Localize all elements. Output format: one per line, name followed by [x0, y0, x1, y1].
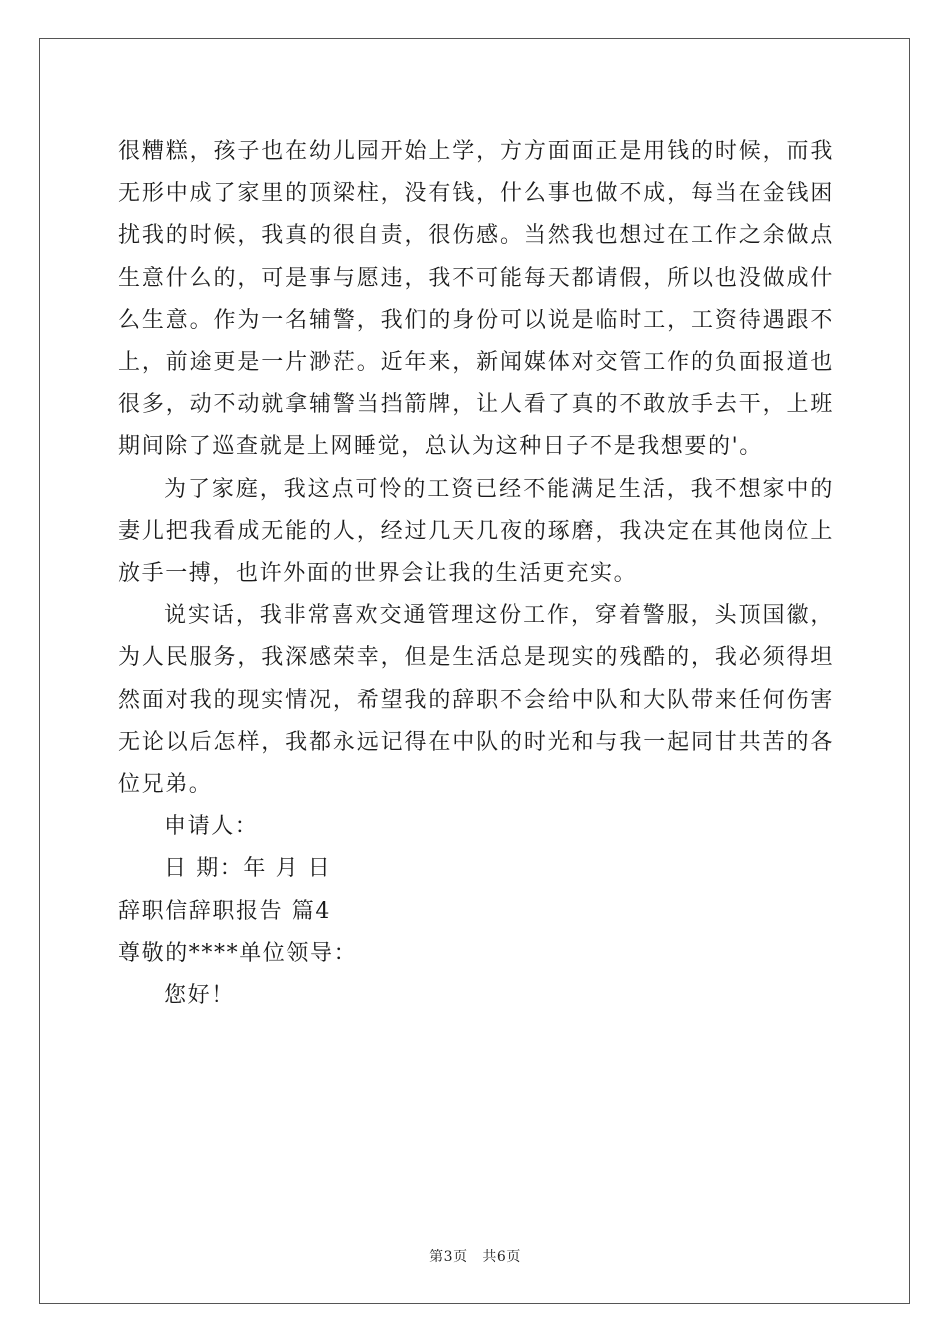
applicant-label: 申请人：: [164, 814, 259, 840]
paragraph-3: 说实话，我非常喜欢交通管理这份工作，穿着警服，头顶国徽，为人民服务，我深感荣幸，但是生活总是现实的残酷的，我必须得坦然面对我的现实情况，希望我的辞职不会给中队和大队带来任何伤害无论以后怎样，我都永远记得在中队的时光和与我一起同甘共苦的各位兄弟。: [118, 603, 834, 798]
date-label: 日 期：年 月 日: [164, 856, 332, 882]
paragraph-1: 很糟糕，孩子也在幼儿园开始上学，方方面面正是用钱的时候，而我无形中成了家里的顶梁柱，没有钱，什么事也做不成，每当在金钱困扰我的时候，我真的很自责，很伤感。当然我也想过在工作之余做点生意什么的，可是事与愿违，我不可能每天都请假，所以也没做成什么生意。作为一名辅警，我们的身份可以说是临时工，工资待遇跟不上，前途更是一片渺茫。近年来，新闻媒体对交管工作的负面报道也很多，动不动就拿辅警当挡箭牌，让人看了真的不敢放手去干，上班期间除了巡查就是上网睡觉，总认为这种日子不是我想要的'。: [118, 139, 834, 460]
salutation: 尊敬的****单位领导：: [118, 940, 358, 966]
page-indicator: 第3页 共6页: [429, 1249, 521, 1265]
section-heading: 辞职信辞职报告 篇4: [118, 898, 331, 924]
paragraph-2: 为了家庭，我这点可怜的工资已经不能满足生活，我不想家中的妻儿把我看成无能的人，经过几天几夜的琢磨，我决定在其他岗位上放手一搏，也许外面的世界会让我的生活更充实。: [118, 476, 834, 587]
document-body: [118, 131, 834, 1017]
greeting: 您好！: [164, 983, 235, 1009]
